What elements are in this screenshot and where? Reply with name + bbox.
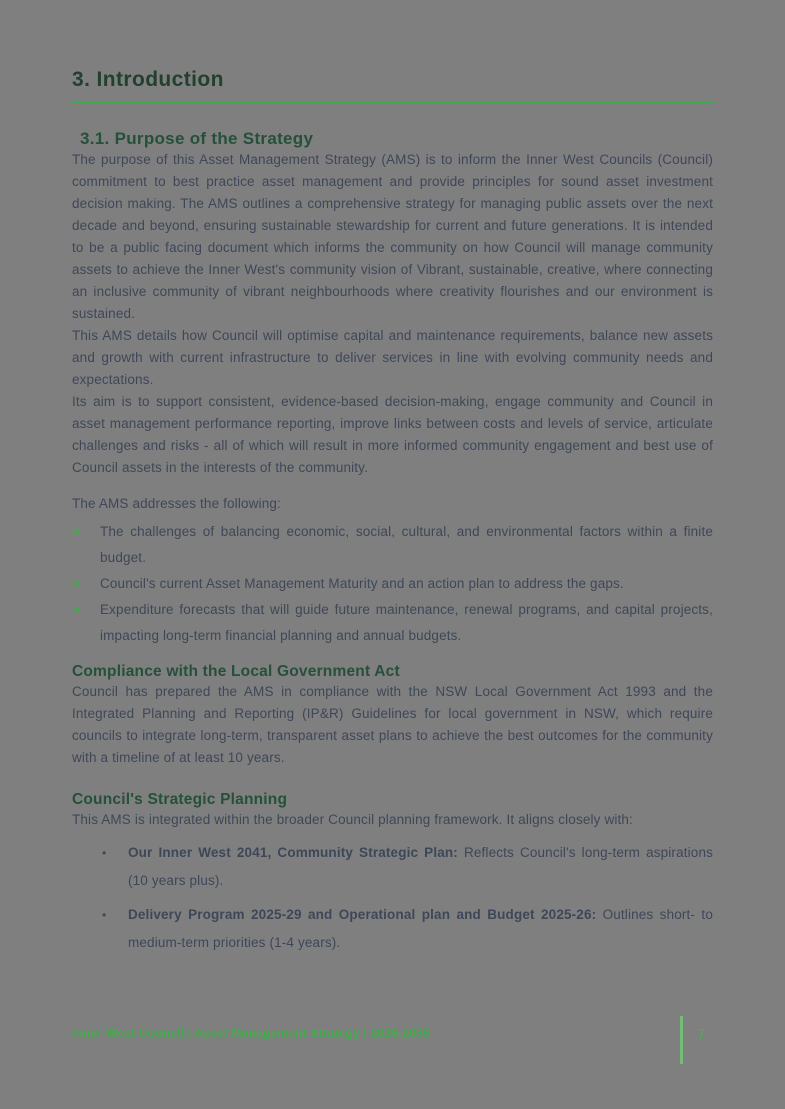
footer-document-title: Inner West Council | Asset Management Strategy | 2025-2035	[72, 1026, 430, 1040]
list-item-text: Council's current Asset Management Maturity and an action plan to address the gaps.	[100, 576, 624, 591]
section-heading: 3. Introduction	[72, 68, 224, 91]
list-item-lead: Our Inner West 2041, Community Strategic Plan:	[128, 845, 458, 860]
list-item	[72, 597, 713, 649]
page-number: 7	[697, 1026, 706, 1043]
arrow-bullet-icon: >	[72, 524, 80, 539]
heading-underline-divider	[72, 102, 713, 103]
list-item-rest: Reflects Council's long-term aspirations (10 years plus).	[128, 845, 714, 888]
list-item-text: Expenditure forecasts that will guide future maintenance, renewal programs, and capital projects, impacting long-term financial planning and annual budgets.	[100, 602, 713, 643]
list-item-text	[128, 839, 713, 895]
list-item-text: The challenges of balancing economic, social, cultural, and environmental factors within a finite budget.	[100, 524, 713, 565]
compliance-heading: Compliance with the Local Government Act	[72, 663, 400, 680]
list-item	[72, 901, 713, 957]
purpose-paragraph-2b: Its aim is to support consistent, evidence-based decision-making, engage community and Council in asset management performance reporting, improve links between costs and levels of service, articulate challenges and risks - all of which will result in more informed community engagement and best use of Council assets in the interests of the community.	[72, 394, 713, 475]
list-item-text	[128, 901, 713, 957]
compliance-paragraph: Council has prepared the AMS in compliance with the NSW Local Government Act 1993 and the Integrated Planning and Reporting (IP&R) Guidelines for local government in NSW, which require councils to integrate long-term, transparent asset plans to achieve the best outcomes for the community with a timeline of at least 10 years.	[72, 684, 713, 765]
subsection-heading: 3.1. Purpose of the Strategy	[80, 129, 314, 148]
list-item	[72, 839, 713, 895]
list-item-rest: Outlines short- to medium-term priorities (1-4 years).	[128, 907, 713, 950]
dot-bullet-icon: •	[102, 846, 107, 860]
list-item	[72, 519, 713, 571]
bullet-list-intro: The AMS addresses the following:	[72, 496, 281, 511]
strategic-planning-intro: This AMS is integrated within the broader Council planning framework. It aligns closely with:	[72, 812, 633, 827]
arrow-bullet-list	[72, 519, 713, 649]
document-page	[72, 68, 713, 957]
page-number-divider-bar	[680, 1016, 683, 1064]
arrow-bullet-icon: >	[72, 602, 80, 617]
purpose-paragraph-1: The purpose of this Asset Management Strategy (AMS) is to inform the Inner West Councils (Council) commitment to best practice asset management and provide principles for sound asset investment decision making. The AMS outlines a comprehensive strategy for managing public assets over the next decade and beyond, ensuring sustainable stewardship for current and future generations. It is intended to be a public facing document which informs the community on how Council will manage community assets to achieve the Inner West's community vision of Vibrant, sustainable, creative, where connecting an inclusive community of vibrant neighbourhoods where creativity flourishes and our environment is sustained.	[72, 152, 713, 321]
purpose-paragraph-2a: This AMS details how Council will optimise capital and maintenance requirements, balance new assets and growth with current infrastructure to deliver services in line with evolving community needs and expectations.	[72, 328, 713, 387]
list-item-lead: Delivery Program 2025-29 and Operational plan and Budget 2025-26:	[128, 907, 597, 922]
dot-bullet-icon: •	[102, 908, 107, 922]
dot-bullet-list	[72, 839, 713, 957]
arrow-bullet-icon: >	[72, 576, 80, 591]
list-item	[72, 571, 713, 597]
strategic-planning-heading: Council's Strategic Planning	[72, 791, 288, 808]
